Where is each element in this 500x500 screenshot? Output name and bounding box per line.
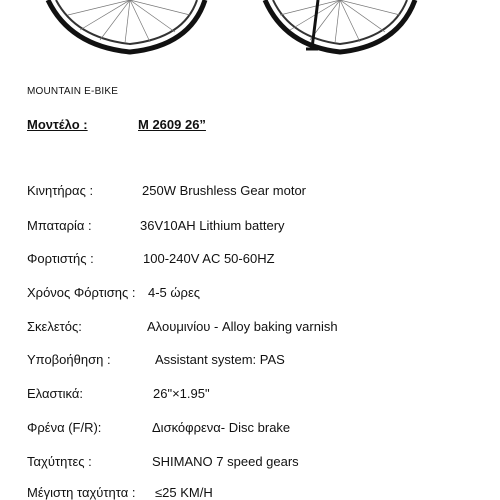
model-label: Μοντέλο : xyxy=(27,117,88,132)
model-value: M 2609 26” xyxy=(138,117,206,132)
spec-value-frame: Αλουμινίου - Alloy baking varnish xyxy=(147,319,338,334)
spec-value-assist: Assistant system: PAS xyxy=(155,352,285,367)
spec-value-gears: SHIMANO 7 speed gears xyxy=(152,454,299,469)
rear-wheel xyxy=(48,0,205,52)
bike-wheels-image xyxy=(0,0,500,60)
spec-label-motor: Κινητήρας : xyxy=(27,183,94,198)
spec-value-brakes: Δισκόφρενα- Disc brake xyxy=(152,420,291,435)
spec-label-gears: Ταχύτητες : xyxy=(27,454,92,469)
spec-value-tires: 26"×1.95" xyxy=(153,386,210,401)
spec-value-charge-time: 4-5 ώρες xyxy=(148,285,201,300)
spec-label-tires: Ελαστικά: xyxy=(27,386,84,401)
spec-value-motor: 250W Brushless Gear motor xyxy=(142,183,307,198)
spec-label-frame: Σκελετός: xyxy=(27,319,82,334)
spec-label-assist: Υποβοήθηση : xyxy=(27,352,111,367)
spec-value-max-speed: ≤25 KM/H xyxy=(155,485,213,500)
product-category: MOUNTAIN E-BIKE xyxy=(27,86,119,97)
spec-label-battery: Μπαταρία : xyxy=(27,218,92,233)
spec-label-brakes: Φρένα (F/R): xyxy=(27,420,102,435)
spec-label-charger: Φορτιστής : xyxy=(27,251,94,266)
spec-value-battery: 36V10AH Lithium battery xyxy=(140,218,285,233)
spec-value-charger: 100-240V AC 50-60HZ xyxy=(143,251,275,266)
front-wheel xyxy=(265,0,415,52)
spec-label-max-speed: Μέγιστη ταχύτητα : xyxy=(27,485,136,500)
spec-label-charge-time: Χρόνος Φόρτισης : xyxy=(27,285,136,300)
